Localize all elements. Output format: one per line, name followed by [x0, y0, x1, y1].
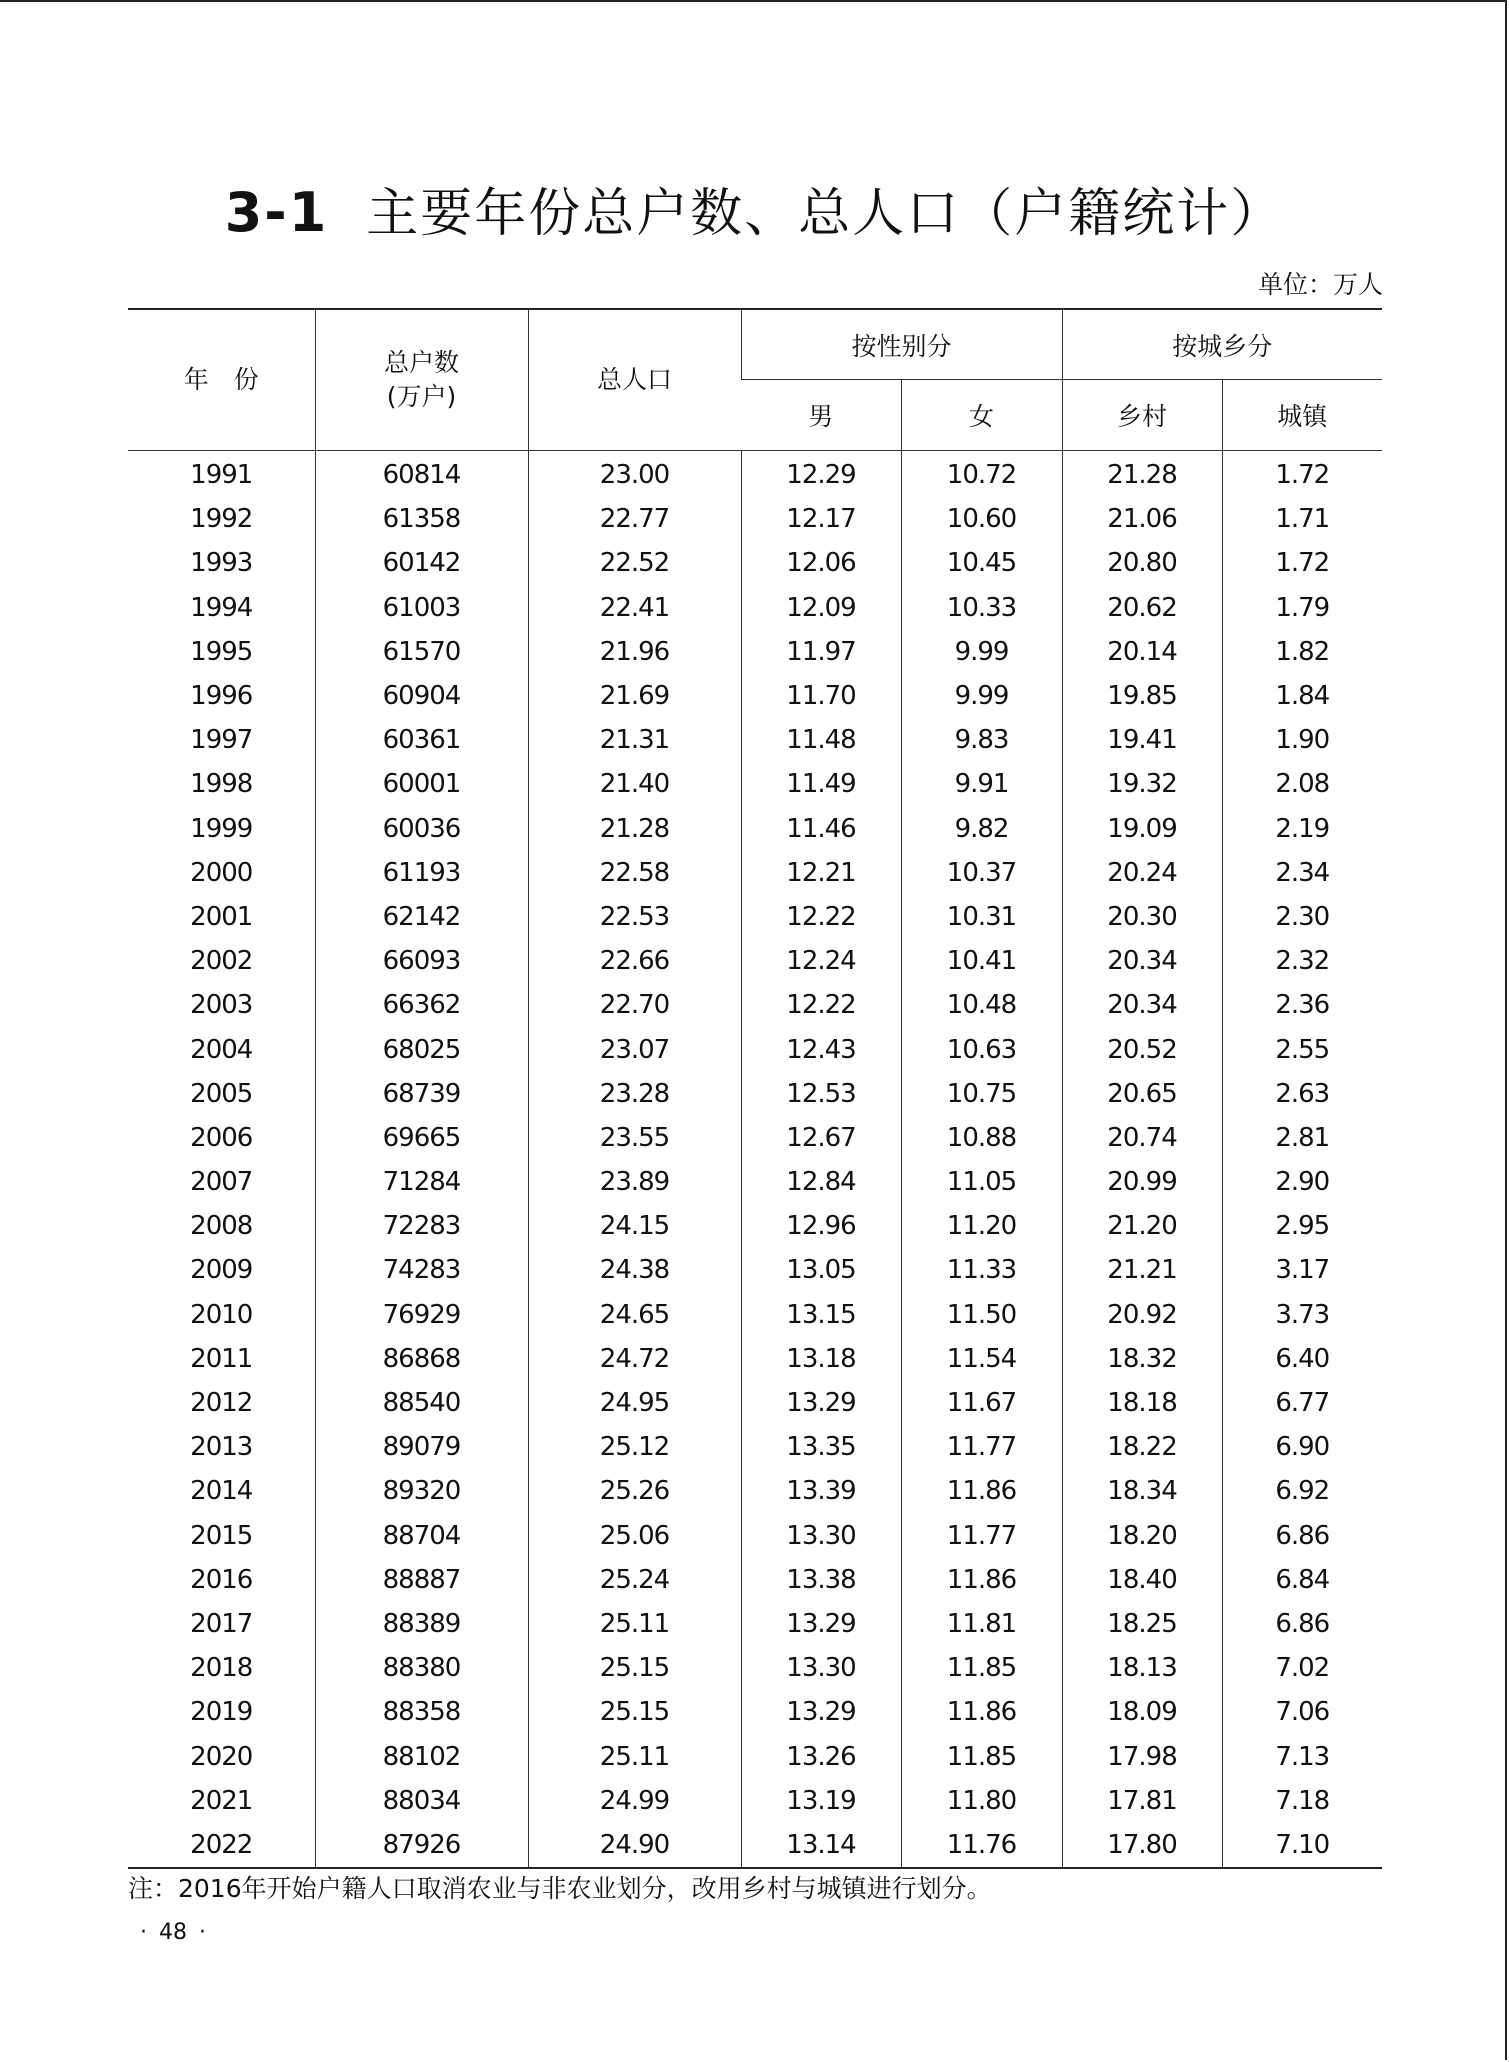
table-row: [128, 1293, 1382, 1337]
cell-urban: 1.72: [1222, 541, 1382, 585]
cell-households: 88704: [315, 1514, 528, 1558]
cell-male: 12.29: [741, 451, 901, 498]
cell-year: 2003: [190, 990, 253, 1021]
cell-male: 11.70: [741, 674, 901, 718]
table-row: [128, 1160, 1382, 1204]
cell-population: 24.99: [528, 1779, 741, 1823]
header-by-urban-rural: 按城乡分: [1062, 309, 1382, 380]
cell-year: 2010: [190, 1299, 253, 1330]
cell-female: 10.60: [901, 497, 1062, 541]
cell-urban: 3.17: [1222, 1248, 1382, 1292]
cell-female: 9.99: [901, 630, 1062, 674]
cell-male: 13.15: [741, 1293, 901, 1337]
cell-urban: 2.19: [1222, 807, 1382, 851]
cell-year: 2000: [190, 857, 253, 888]
cell-population: 21.40: [528, 762, 741, 806]
cell-households: 88380: [315, 1646, 528, 1690]
cell-female: 10.63: [901, 1027, 1062, 1071]
page-number-value: 48: [159, 1920, 187, 1945]
cell-population: 22.77: [528, 497, 741, 541]
cell-urban: 6.84: [1222, 1558, 1382, 1602]
cell-urban: 7.18: [1222, 1779, 1382, 1823]
cell-female: 9.83: [901, 718, 1062, 762]
cell-male: 12.96: [741, 1204, 901, 1248]
population-table: [128, 308, 1382, 1869]
cell-rural: 18.13: [1062, 1646, 1222, 1690]
cell-urban: 2.63: [1222, 1072, 1382, 1116]
table-row: [128, 1690, 1382, 1734]
cell-female: 11.33: [901, 1248, 1062, 1292]
cell-urban: 1.84: [1222, 674, 1382, 718]
cell-rural: 20.34: [1062, 983, 1222, 1027]
cell-households: 66362: [315, 983, 528, 1027]
cell-population: 23.55: [528, 1116, 741, 1160]
cell-rural: 20.30: [1062, 895, 1222, 939]
cell-rural: 21.06: [1062, 497, 1222, 541]
table-row: [128, 1779, 1382, 1823]
table-row: [128, 939, 1382, 983]
cell-households: 60142: [315, 541, 528, 585]
table-row: [128, 1072, 1382, 1116]
cell-rural: 20.74: [1062, 1116, 1222, 1160]
table-row: [128, 851, 1382, 895]
cell-population: 23.28: [528, 1072, 741, 1116]
cell-female: 11.86: [901, 1690, 1062, 1734]
cell-population: 25.24: [528, 1558, 741, 1602]
table-row: [128, 1116, 1382, 1160]
cell-female: 11.77: [901, 1514, 1062, 1558]
header-households: [315, 309, 528, 451]
cell-urban: 2.55: [1222, 1027, 1382, 1071]
cell-year: 2004: [190, 1034, 253, 1065]
cell-households: 60361: [315, 718, 528, 762]
cell-households: 61570: [315, 630, 528, 674]
cell-female: 10.41: [901, 939, 1062, 983]
cell-households: 89320: [315, 1469, 528, 1513]
cell-female: 11.77: [901, 1425, 1062, 1469]
cell-year: 2008: [190, 1211, 253, 1242]
header-households-unit: (万户): [386, 382, 457, 411]
cell-urban: 1.71: [1222, 497, 1382, 541]
cell-urban: 7.02: [1222, 1646, 1382, 1690]
cell-male: 12.06: [741, 541, 901, 585]
cell-year: 1995: [190, 636, 253, 667]
cell-male: 13.14: [741, 1823, 901, 1868]
cell-urban: 2.95: [1222, 1204, 1382, 1248]
cell-rural: 18.32: [1062, 1337, 1222, 1381]
table-number: 3-1: [224, 181, 329, 244]
cell-year: 1996: [190, 681, 253, 712]
cell-male: 13.18: [741, 1337, 901, 1381]
cell-households: 61003: [315, 586, 528, 630]
cell-rural: 20.14: [1062, 630, 1222, 674]
cell-female: 11.86: [901, 1558, 1062, 1602]
cell-male: 12.67: [741, 1116, 901, 1160]
cell-female: 11.86: [901, 1469, 1062, 1513]
cell-households: 61193: [315, 851, 528, 895]
cell-year: 2011: [190, 1343, 253, 1374]
table-row: [128, 630, 1382, 674]
cell-rural: 17.80: [1062, 1823, 1222, 1868]
cell-male: 12.43: [741, 1027, 901, 1071]
table-row: [128, 1027, 1382, 1071]
cell-population: 24.15: [528, 1204, 741, 1248]
cell-male: 13.19: [741, 1779, 901, 1823]
cell-population: 21.69: [528, 674, 741, 718]
cell-year: 2014: [190, 1476, 253, 1507]
cell-female: 11.76: [901, 1823, 1062, 1868]
cell-male: 12.22: [741, 895, 901, 939]
cell-rural: 20.65: [1062, 1072, 1222, 1116]
cell-year: 2001: [190, 901, 253, 932]
page-number: [128, 1918, 218, 1948]
cell-year: 1999: [190, 813, 253, 844]
cell-female: 11.54: [901, 1337, 1062, 1381]
header-rural: 乡村: [1062, 380, 1222, 451]
cell-year: 2007: [190, 1167, 253, 1198]
cell-population: 23.89: [528, 1160, 741, 1204]
cell-year: 2022: [128, 1823, 315, 1868]
cell-year: 2009: [190, 1255, 253, 1286]
header-urban: 城镇: [1222, 380, 1382, 451]
cell-urban: 3.73: [1222, 1293, 1382, 1337]
table-body: [128, 451, 1382, 1869]
cell-population: 22.58: [528, 851, 741, 895]
cell-population: 22.41: [528, 586, 741, 630]
cell-households: 69665: [315, 1116, 528, 1160]
cell-urban: 1.72: [1222, 451, 1382, 498]
cell-female: 11.05: [901, 1160, 1062, 1204]
cell-female: 10.72: [901, 451, 1062, 498]
cell-year: 2002: [190, 946, 253, 977]
cell-households: 72283: [315, 1204, 528, 1248]
cell-urban: 6.77: [1222, 1381, 1382, 1425]
cell-households: 88358: [315, 1690, 528, 1734]
cell-population: 24.90: [528, 1823, 741, 1868]
cell-households: 88887: [315, 1558, 528, 1602]
cell-rural: 20.34: [1062, 939, 1222, 983]
cell-households: 60904: [315, 674, 528, 718]
cell-female: 9.82: [901, 807, 1062, 851]
cell-male: 13.39: [741, 1469, 901, 1513]
cell-rural: 18.18: [1062, 1381, 1222, 1425]
cell-population: 21.28: [528, 807, 741, 851]
table-row: [128, 895, 1382, 939]
cell-year: 2019: [190, 1697, 253, 1728]
cell-urban: 6.86: [1222, 1514, 1382, 1558]
cell-population: 24.72: [528, 1337, 741, 1381]
cell-female: 11.50: [901, 1293, 1062, 1337]
cell-population: 23.00: [528, 451, 741, 498]
page-number-dot-left: ·: [140, 1920, 147, 1945]
cell-male: 12.84: [741, 1160, 901, 1204]
cell-female: 11.67: [901, 1381, 1062, 1425]
cell-female: 11.81: [901, 1602, 1062, 1646]
cell-female: 10.31: [901, 895, 1062, 939]
cell-urban: 1.90: [1222, 718, 1382, 762]
table-row: [128, 1204, 1382, 1248]
cell-year: 2013: [190, 1432, 253, 1463]
footnote: 注：2016年开始户籍人口取消农业与非农业划分，改用乡村与城镇进行划分。: [128, 1874, 992, 1903]
cell-rural: 18.25: [1062, 1602, 1222, 1646]
table-row: [128, 718, 1382, 762]
cell-year: 2016: [190, 1564, 253, 1595]
cell-year: 2006: [190, 1122, 253, 1153]
cell-rural: 18.09: [1062, 1690, 1222, 1734]
cell-urban: 6.92: [1222, 1469, 1382, 1513]
cell-male: 11.48: [741, 718, 901, 762]
cell-male: 12.09: [741, 586, 901, 630]
header-female: 女: [901, 380, 1062, 451]
cell-male: 12.53: [741, 1072, 901, 1116]
table-row: [128, 1823, 1382, 1868]
cell-households: 86868: [315, 1337, 528, 1381]
cell-households: 88540: [315, 1381, 528, 1425]
table-row: [128, 1469, 1382, 1513]
cell-male: 13.35: [741, 1425, 901, 1469]
cell-male: 13.38: [741, 1558, 901, 1602]
cell-female: 9.91: [901, 762, 1062, 806]
cell-male: 12.17: [741, 497, 901, 541]
cell-year: 1998: [190, 769, 253, 800]
cell-population: 25.12: [528, 1425, 741, 1469]
cell-households: 60036: [315, 807, 528, 851]
cell-female: 10.88: [901, 1116, 1062, 1160]
cell-rural: 17.98: [1062, 1734, 1222, 1778]
cell-year: 2021: [190, 1785, 253, 1816]
cell-rural: 18.34: [1062, 1469, 1222, 1513]
cell-population: 22.70: [528, 983, 741, 1027]
header-households-label: 总户数: [383, 348, 459, 377]
cell-population: 25.11: [528, 1734, 741, 1778]
cell-urban: 2.34: [1222, 851, 1382, 895]
page-number-dot-right: ·: [199, 1920, 206, 1945]
cell-female: 10.37: [901, 851, 1062, 895]
cell-year: 1997: [190, 725, 253, 756]
cell-urban: 2.32: [1222, 939, 1382, 983]
cell-population: 24.38: [528, 1248, 741, 1292]
cell-population: 22.52: [528, 541, 741, 585]
cell-female: 11.20: [901, 1204, 1062, 1248]
cell-rural: 21.21: [1062, 1248, 1222, 1292]
cell-urban: 2.90: [1222, 1160, 1382, 1204]
cell-households: 60814: [315, 451, 528, 498]
cell-population: 25.15: [528, 1690, 741, 1734]
cell-male: 11.49: [741, 762, 901, 806]
cell-male: 13.30: [741, 1646, 901, 1690]
table-row: [128, 1602, 1382, 1646]
cell-female: 11.80: [901, 1779, 1062, 1823]
cell-male: 11.46: [741, 807, 901, 851]
cell-urban: 2.30: [1222, 895, 1382, 939]
cell-population: 21.96: [528, 630, 741, 674]
cell-year: 2012: [190, 1388, 253, 1419]
cell-rural: 18.40: [1062, 1558, 1222, 1602]
cell-female: 9.99: [901, 674, 1062, 718]
cell-rural: 18.20: [1062, 1514, 1222, 1558]
cell-households: 68739: [315, 1072, 528, 1116]
cell-population: 25.15: [528, 1646, 741, 1690]
cell-year: 1992: [190, 504, 253, 535]
cell-rural: 18.22: [1062, 1425, 1222, 1469]
cell-female: 11.85: [901, 1734, 1062, 1778]
cell-urban: 6.40: [1222, 1337, 1382, 1381]
cell-rural: 20.52: [1062, 1027, 1222, 1071]
table-row: [128, 674, 1382, 718]
cell-population: 23.07: [528, 1027, 741, 1071]
table-title: [0, 178, 1509, 249]
table-row: [128, 541, 1382, 585]
cell-population: 25.11: [528, 1602, 741, 1646]
cell-rural: 20.92: [1062, 1293, 1222, 1337]
cell-population: 24.65: [528, 1293, 741, 1337]
table-row: [128, 1248, 1382, 1292]
cell-year: 1991: [190, 460, 253, 491]
cell-population: 22.66: [528, 939, 741, 983]
cell-households: 66093: [315, 939, 528, 983]
cell-year: 1994: [190, 592, 253, 623]
cell-rural: 19.85: [1062, 674, 1222, 718]
cell-male: 13.29: [741, 1690, 901, 1734]
table-row: [128, 586, 1382, 630]
cell-female: 10.48: [901, 983, 1062, 1027]
table-row: [128, 807, 1382, 851]
cell-male: 13.29: [741, 1602, 901, 1646]
cell-urban: 7.13: [1222, 1734, 1382, 1778]
cell-households: 88102: [315, 1734, 528, 1778]
cell-households: 89079: [315, 1425, 528, 1469]
cell-female: 10.45: [901, 541, 1062, 585]
unit-label: 单位：万人: [1257, 270, 1383, 299]
cell-urban: 6.90: [1222, 1425, 1382, 1469]
cell-male: 13.29: [741, 1381, 901, 1425]
cell-urban: 6.86: [1222, 1602, 1382, 1646]
header-year: 年 份: [128, 309, 315, 451]
table-row: [128, 1514, 1382, 1558]
cell-households: 88034: [315, 1779, 528, 1823]
table-row: [128, 497, 1382, 541]
cell-rural: 20.62: [1062, 586, 1222, 630]
cell-male: 12.22: [741, 983, 901, 1027]
cell-male: 11.97: [741, 630, 901, 674]
cell-rural: 20.24: [1062, 851, 1222, 895]
cell-population: 22.53: [528, 895, 741, 939]
cell-year: 2017: [190, 1608, 253, 1639]
cell-households: 68025: [315, 1027, 528, 1071]
table-row: [128, 1381, 1382, 1425]
cell-urban: 7.06: [1222, 1690, 1382, 1734]
cell-year: 1993: [190, 548, 253, 579]
cell-rural: 21.28: [1062, 451, 1222, 498]
table-row: [128, 1558, 1382, 1602]
table-row: [128, 762, 1382, 806]
cell-urban: 2.36: [1222, 983, 1382, 1027]
cell-female: 10.33: [901, 586, 1062, 630]
cell-households: 61358: [315, 497, 528, 541]
table-row: [128, 1337, 1382, 1381]
table-row: [128, 983, 1382, 1027]
cell-urban: 1.82: [1222, 630, 1382, 674]
table-title-text: 主要年份总户数、总人口（户籍统计）: [366, 184, 1285, 244]
cell-households: 76929: [315, 1293, 528, 1337]
cell-households: 71284: [315, 1160, 528, 1204]
cell-urban: 1.79: [1222, 586, 1382, 630]
table-row: [128, 1646, 1382, 1690]
header-by-gender: 按性别分: [741, 309, 1062, 380]
cell-year: 2005: [190, 1078, 253, 1109]
table-row: [128, 451, 1382, 498]
cell-population: 21.31: [528, 718, 741, 762]
cell-population: 25.26: [528, 1469, 741, 1513]
cell-male: 13.26: [741, 1734, 901, 1778]
table-header: [128, 309, 1382, 451]
header-population: 总人口: [528, 309, 741, 451]
cell-rural: 19.32: [1062, 762, 1222, 806]
cell-male: 13.05: [741, 1248, 901, 1292]
cell-male: 13.30: [741, 1514, 901, 1558]
cell-urban: 2.08: [1222, 762, 1382, 806]
cell-households: 60001: [315, 762, 528, 806]
cell-female: 10.75: [901, 1072, 1062, 1116]
cell-rural: 19.09: [1062, 807, 1222, 851]
cell-households: 88389: [315, 1602, 528, 1646]
cell-rural: 17.81: [1062, 1779, 1222, 1823]
cell-year: 2018: [190, 1653, 253, 1684]
cell-female: 11.85: [901, 1646, 1062, 1690]
header-male: 男: [741, 380, 901, 451]
cell-year: 2015: [190, 1520, 253, 1551]
cell-population: 24.95: [528, 1381, 741, 1425]
cell-rural: 19.41: [1062, 718, 1222, 762]
cell-rural: 20.80: [1062, 541, 1222, 585]
cell-rural: 20.99: [1062, 1160, 1222, 1204]
table-row: [128, 1425, 1382, 1469]
cell-male: 12.21: [741, 851, 901, 895]
cell-households: 74283: [315, 1248, 528, 1292]
cell-rural: 21.20: [1062, 1204, 1222, 1248]
cell-households: 62142: [315, 895, 528, 939]
cell-urban: 7.10: [1222, 1823, 1382, 1868]
cell-male: 12.24: [741, 939, 901, 983]
cell-population: 25.06: [528, 1514, 741, 1558]
cell-urban: 2.81: [1222, 1116, 1382, 1160]
cell-year: 2020: [190, 1741, 253, 1772]
table-row: [128, 1734, 1382, 1778]
cell-households: 87926: [315, 1823, 528, 1868]
